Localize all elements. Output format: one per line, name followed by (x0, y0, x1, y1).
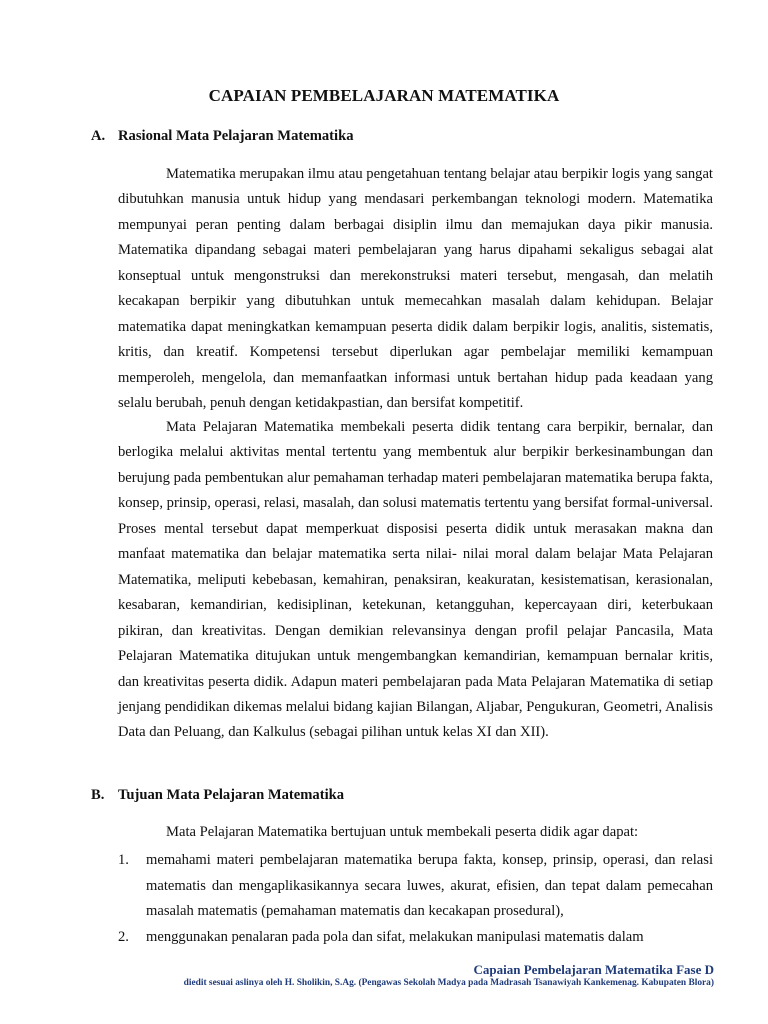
footer-title: Capaian Pembelajaran Matematika Fase D (473, 962, 714, 977)
section-a-paragraph-2: Mata Pelajaran Matematika membekali peserta didik tentang cara berpikir, bernalar, dan berlogika melalui aktivitas mental tertentu yang membentuk alur berpikir berkesinambungan dan berujung pada pembentukan alur pemahaman terhadap materi pembelajaran matematika berupa fakta, konsep, prinsip, operasi, relasi, masalah, dan solusi matematis tertentu yang bersifat formal-universal. Proses mental tersebut dapat memperkuat disposisi peserta didik untuk merasakan makna dan manfaat matematika dan belajar matematika serta nilai- nilai moral dalam belajar Mata Pelajaran Matematika, meliputi kebebasan, kemahiran, penaksiran, keakuratan, kesistematisan, kerasionalan, kesabaran, kemandirian, kedisiplinan, ketekunan, ketangguhan, kepercayaan diri, keterbukaan pikiran, dan kreativitas. Dengan demikian relevansinya dengan profil pelajar Pancasila, Mata Pelajaran Matematika ditujukan untuk mengembangkan kemandirian, kemampuan bernalar kritis, dan kreativitas peserta didik. Adapun materi pembelajaran pada Mata Pelajaran Matematika di setiap jenjang pendidikan dikemas melalui bidang kajian Bilangan, Aljabar, Pengukuran, Geometri, Analisis Data dan Peluang, dan Kalkulus (sebagai pilihan untuk kelas XI dan XII). (118, 419, 713, 741)
footer-credit: diedit sesuai aslinya oleh H. Sholikin, S.Ag. (Pengawas Sekolah Madya pada Madrasah Tsanawiyah Kankemenag. Kabupaten Blora) (183, 978, 714, 988)
section-a-paragraph-1: Matematika merupakan ilmu atau pengetahuan tentang belajar atau berpikir logis yang sangat dibutuhkan manusia untuk hidup yang mendasari perkembangan teknologi modern. Matematika mempunyai peran penting dalam berbagai disiplin ilmu dan memajukan daya pikir manusia. Matematika dipandang sebagai materi pembelajaran yang harus dipahami sekaligus sebagai alat konseptual untuk mengonstruksi dan merekonstruksi materi tersebut, mengasah, dan melatih kecakapan berpikir yang dibutuhkan untuk memecahkan masalah dalam kehidupan. Belajar matematika dapat meningkatkan kemampuan peserta didik dalam berpikir logis, analitis, sistematis, kritis, dan kreatif. Kompetensi tersebut diperlukan agar pembelajar memiliki kemampuan memperoleh, mengelola, dan memanfaatkan informasi untuk bertahan hidup pada keadaan yang selalu berubah, penuh dengan ketidakpastian, dan bersifat kompetitif. (118, 166, 713, 412)
list-item (118, 848, 713, 925)
list-item-number: 2. (118, 928, 129, 945)
list-item (118, 925, 713, 951)
objectives-list (118, 848, 713, 950)
section-b-heading (91, 787, 344, 804)
list-item-text: menggunakan penalaran pada pola dan sifat, melakukan manipulasi matematis dalam (146, 928, 644, 945)
section-b-intro: Mata Pelajaran Matematika bertujuan untuk membekali peserta didik agar dapat: (166, 824, 639, 840)
section-b-letter: B. (91, 787, 105, 803)
section-a-heading (91, 128, 354, 145)
page-title: CAPAIAN PEMBELAJARAN MATEMATIKA (208, 86, 560, 105)
section-a-letter: A. (91, 128, 106, 144)
section-a-title: Rasional Mata Pelajaran Matematika (118, 128, 354, 144)
list-item-number: 1. (118, 852, 129, 868)
section-b-title: Tujuan Mata Pelajaran Matematika (118, 787, 345, 803)
list-item-text: memahami materi pembelajaran matematika berupa fakta, konsep, prinsip, operasi, dan relasi matematis dan mengaplikasikannya secara luwes, akurat, efisien, dan tepat dalam pemecahan masalah matematis (pemahaman matematis dan kecakapan prosedural), (146, 852, 713, 919)
